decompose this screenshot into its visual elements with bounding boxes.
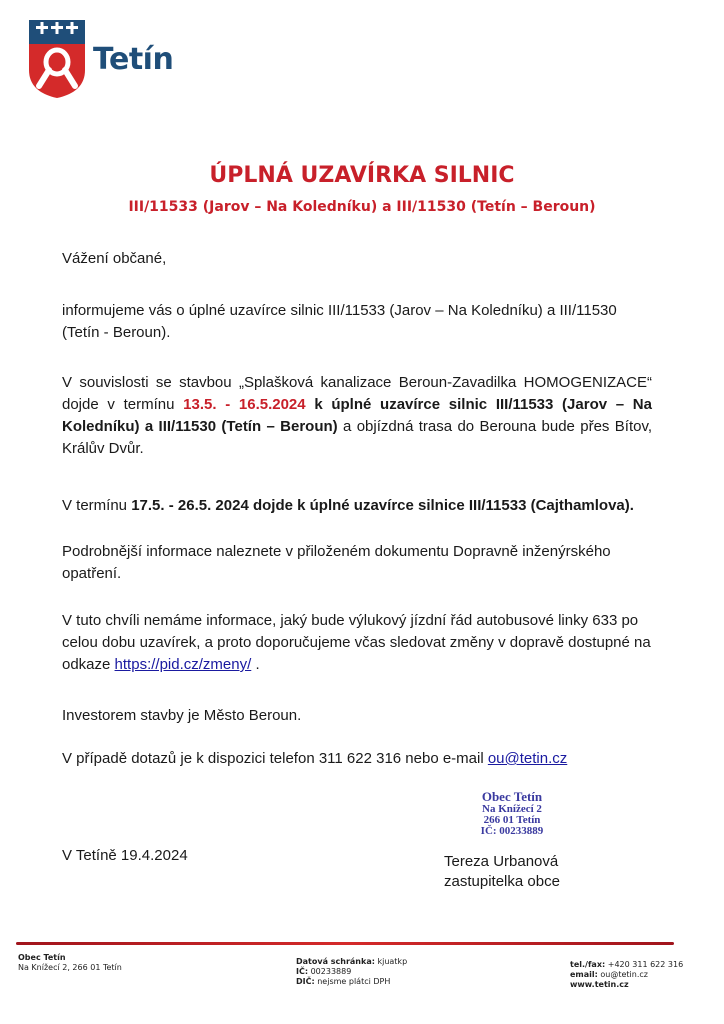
text: V souvislosti se stavbou „Splašková kanalizace Beroun-Zavadilka HOMOGENIZACE“ dojde v termínu — [62, 374, 652, 413]
stamp-line: 266 01 Tetín — [483, 814, 541, 826]
paragraph-intro: informujeme vás o úplné uzavírce silnic III/11533 (Jarov – Na Koledníku) a III/11530 (Tetín - Beroun). — [62, 302, 617, 341]
footer-email — [570, 970, 683, 980]
closure-date-range: 13.5. - 16.5.2024 — [183, 396, 306, 413]
label: Datová schránka: — [296, 957, 375, 966]
text: a objízdná trasa do Berouna bude přes Bítov, Králův Dvůr. — [62, 418, 653, 457]
footer-ids — [296, 957, 407, 987]
greeting: Vážení občané, — [62, 250, 167, 267]
footer-databox — [296, 957, 407, 967]
pid-changes-link[interactable]: https://pid.cz/zmeny/ — [114, 656, 252, 673]
stamp-line: Na Knížecí 2 — [482, 803, 542, 815]
closure-roads: k úplné uzavírce silnic III/11533 (Jarov – Na Koledníku) a III/11530 (Tetín – Beroun) — [62, 396, 652, 435]
footer-dic — [296, 977, 407, 987]
document-title: ÚPLNÁ UZAVÍRKA SILNIC — [209, 163, 515, 188]
text: . — [251, 656, 260, 673]
footer-org-address: Na Knížecí 2, 266 01 Tetín — [18, 963, 122, 972]
footer-ic — [296, 967, 407, 977]
value: nejsme plátci DPH — [314, 977, 391, 986]
label: tel./fax: — [570, 960, 606, 969]
paragraph-closure-details — [62, 372, 652, 460]
paragraph-second-closure — [62, 495, 652, 517]
text: V případě dotazů je k dispozici telefon 311 622 316 nebo e-mail — [62, 750, 488, 767]
second-closure-details: 17.5. - 26.5. 2024 dojde k úplné uzavírce silnice III/11533 (Cajthamlova). — [131, 497, 634, 514]
label: DIČ: — [296, 977, 315, 986]
stamp-line: Obec Tetín — [481, 789, 543, 804]
stamp-line: IČ: 00233889 — [480, 825, 544, 837]
signatory-role: zastupitelka obce — [444, 873, 560, 890]
value: ou@tetin.cz — [597, 970, 648, 979]
label: IČ: — [296, 967, 309, 976]
paragraph-contact — [62, 748, 652, 770]
footer-divider — [16, 942, 674, 945]
value: kjuatkp — [374, 957, 408, 966]
document-subtitle: III/11533 (Jarov – Na Koledníku) a III/11530 (Tetín – Beroun) — [128, 199, 596, 215]
email-link[interactable]: ou@tetin.cz — [487, 750, 568, 767]
signatory-name: Tereza Urbanová — [444, 853, 559, 870]
logo-text: Tetín — [93, 42, 174, 77]
signature-block — [444, 852, 560, 892]
paragraph-more-info: Podrobnější informace naleznete v přiloženém dokumentu Dopravně inženýrského opatření. — [62, 543, 611, 582]
value: +420 311 622 316 — [605, 960, 684, 969]
official-stamp — [462, 790, 562, 837]
text: V tuto chvíli nemáme informace, jaký bude výlukový jízdní řád autobusové linky 633 po celou dobu uzavírek, a proto doporučujeme včas sledovat změny v dopravě dostupné na odkaze — [62, 612, 651, 673]
label: email: — [570, 970, 598, 979]
text: V termínu — [62, 497, 132, 514]
footer-phone — [570, 960, 683, 970]
value: 00233889 — [308, 967, 352, 976]
municipal-logo — [27, 20, 177, 100]
paragraph-bus-info — [62, 610, 652, 676]
footer-address — [18, 953, 122, 973]
footer-org-name: Obec Tetín — [18, 953, 66, 962]
place-and-date: V Tetíně 19.4.2024 — [62, 847, 188, 864]
footer-website[interactable]: www.tetin.cz — [570, 980, 629, 989]
paragraph-investor: Investorem stavby je Město Beroun. — [62, 707, 302, 724]
footer-contacts — [570, 960, 683, 990]
coat-of-arms-icon — [27, 20, 87, 98]
